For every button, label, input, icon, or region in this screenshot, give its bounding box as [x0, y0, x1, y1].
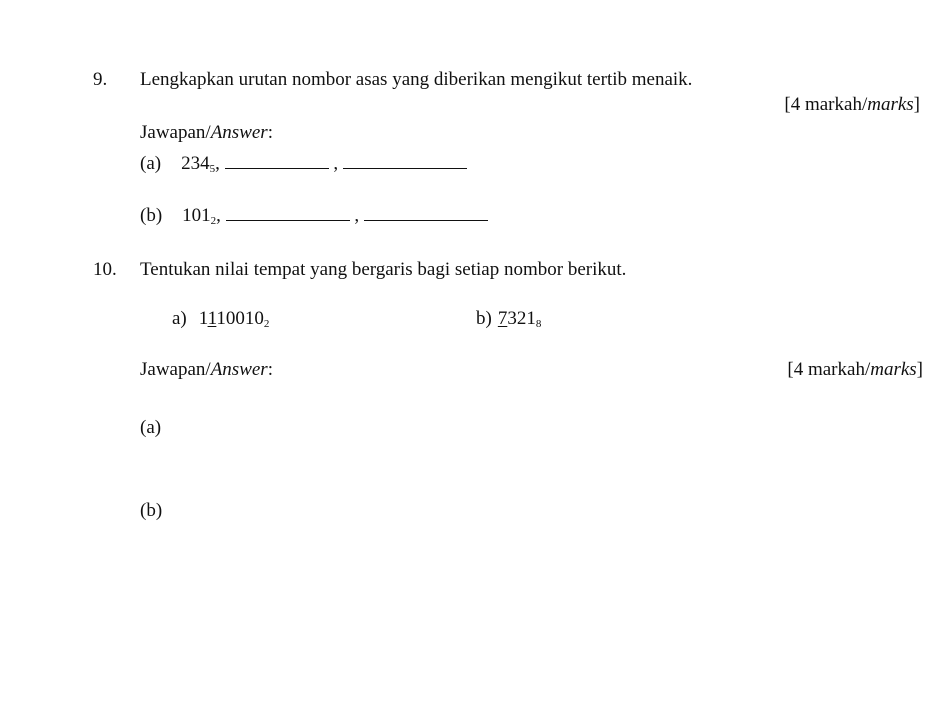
q10-prompt: Tentukan nilai tempat yang bergaris bagi setiap nombor berikut. [140, 259, 627, 280]
q9-part-a-label: (a) [140, 153, 162, 174]
q10-number: 10. [93, 259, 117, 280]
q9-part-a [140, 154, 467, 173]
q10-item-a-pre: 1 [198, 308, 208, 329]
q10-part-b-label: (b) [140, 500, 163, 521]
q9-part-a-comma: , [333, 153, 339, 174]
q9-part-a-base: 5 [209, 163, 216, 175]
q9-marks-suffix: ] [913, 94, 920, 115]
q9-part-b-label: (b) [140, 205, 163, 226]
q10-answer-suffix: : [267, 359, 273, 380]
q9-answer-prefix: Jawapan/ [140, 122, 211, 143]
q10-item-b-label: b) [476, 308, 492, 329]
q10-marks [787, 360, 923, 379]
q9-part-b [140, 206, 488, 225]
q9-number: 9. [93, 69, 108, 90]
q9-marks [784, 95, 920, 114]
q10-item-a-underlined-digit: 1 [207, 308, 217, 329]
q10-marks-suffix: ] [916, 359, 923, 380]
q10-item-b-base: 8 [535, 318, 542, 330]
q10-answer-label [140, 360, 273, 379]
q9-marks-italic: marks [867, 94, 914, 115]
q10-item-b-underlined-digit: 7 [497, 308, 508, 329]
q10-marks-prefix: [4 markah/ [787, 359, 871, 380]
q9-part-a-value: 234 [181, 153, 210, 174]
q10-item-a [172, 309, 269, 328]
q9-answer-label [140, 123, 273, 142]
q9-part-b-comma: , [354, 205, 360, 226]
q9-part-a-blank-2[interactable] [343, 154, 467, 169]
q10-answer-prefix: Jawapan/ [140, 359, 211, 380]
q9-prompt: Lengkapkan urutan nombor asas yang diberikan mengikut tertib menaik. [140, 69, 693, 90]
q9-answer-italic: Answer [210, 122, 268, 143]
q10-item-b-post: 321 [507, 308, 536, 329]
q9-part-b-value: 101 [182, 205, 211, 226]
q9-part-b-base: 2 [210, 215, 217, 227]
q10-item-a-post: 10010 [216, 308, 264, 329]
q9-part-b-sep: , [216, 205, 221, 226]
q9-part-b-blank-2[interactable] [364, 206, 488, 221]
q9-answer-suffix: : [267, 122, 273, 143]
q9-part-a-blank-1[interactable] [225, 154, 329, 169]
q10-part-a-label: (a) [140, 417, 162, 438]
q9-part-a-sep: , [215, 153, 220, 174]
q10-answer-italic: Answer [210, 359, 268, 380]
q9-marks-prefix: [4 markah/ [784, 94, 868, 115]
q10-item-a-base: 2 [263, 318, 270, 330]
q9-part-b-blank-1[interactable] [226, 206, 350, 221]
q10-item-a-label: a) [172, 308, 187, 329]
q10-marks-italic: marks [870, 359, 917, 380]
q10-item-b [476, 309, 541, 328]
